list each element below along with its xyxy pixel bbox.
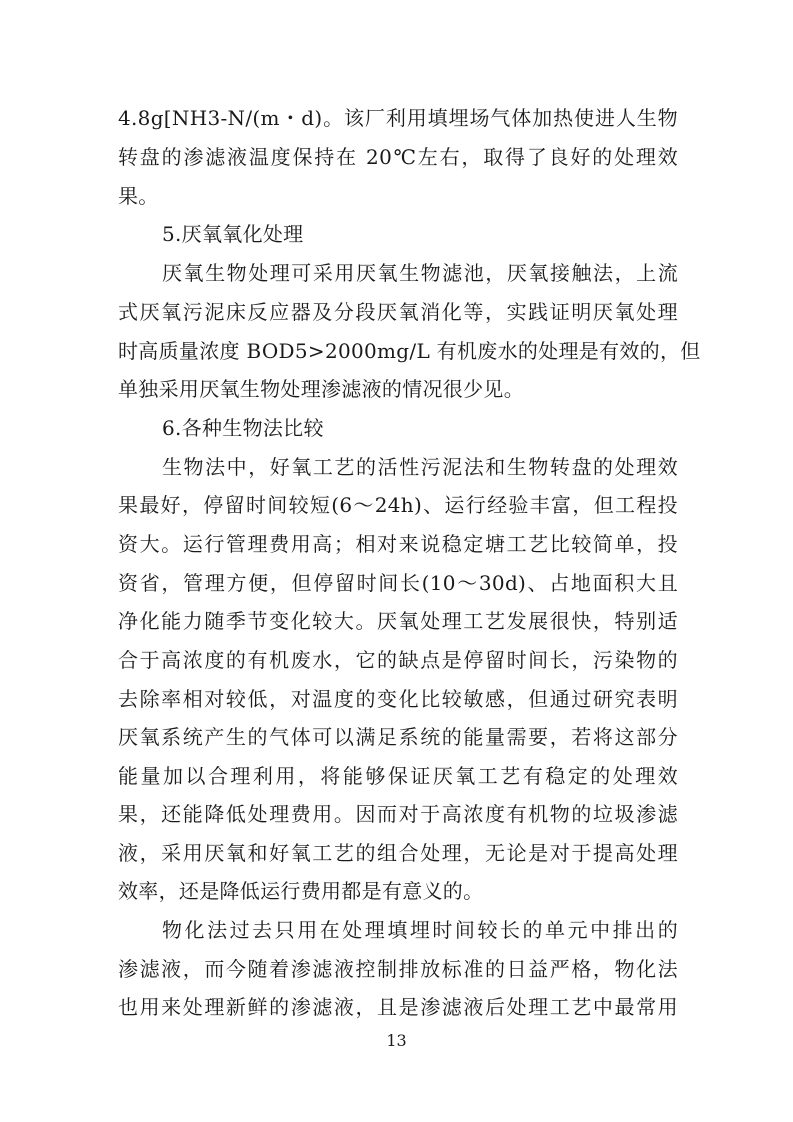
paragraph-line: 式厌氧污泥床反应器及分段厌氧消化等，实践证明厌氧处理 [118,300,678,324]
paragraph-line: 能量加以合理利用，将能够保证厌氧工艺有稳定的处理效 [118,764,678,788]
paragraph-line: 资省，管理方便，但停留时间长(10～30d)、占地面积大且 [118,571,678,595]
paragraph-line: 单独采用厌氧生物处理渗滤液的情况很少见。 [118,377,524,401]
paragraph-line: 合于高浓度的有机废水，它的缺点是停留时间长，污染物的 [118,648,678,672]
page-number: 13 [386,1031,407,1050]
paragraph-line: 果。 [118,184,159,208]
paragraph-line: 厌氧生物处理可采用厌氧生物滤池，厌氧接触法，上流 [162,261,678,285]
paragraph-line: 资大。运行管理费用高；相对来说稳定塘工艺比较简单，投 [118,532,678,556]
paragraph-line: 果最好，停留时间较短(6～24h)、运行经验丰富，但工程投 [118,493,678,517]
section-heading: 6.各种生物法比较 [162,416,324,440]
paragraph-line: 效率，还是降低运行费用都是有意义的。 [118,879,484,903]
paragraph-line: 渗滤液，而今随着渗滤液控制排放标准的日益严格，物化法 [118,957,678,981]
paragraph-line: 物化法过去只用在处理填埋时间较长的单元中排出的 [162,918,678,942]
paragraph-line: 转盘的渗滤液温度保持在 20℃左右，取得了良好的处理效 [118,145,678,169]
paragraph-line: 去除率相对较低，对温度的变化比较敏感，但通过研究表明 [118,687,678,711]
paragraph-line: 也用来处理新鲜的渗滤液，且是渗滤液后处理工艺中最常用 [118,995,678,1019]
paragraph-line: 液，采用厌氧和好氧工艺的组合处理，无论是对于提高处理 [118,841,678,865]
paragraph-line: 果，还能降低处理费用。因而对于高浓度有机物的垃圾渗滤 [118,802,678,826]
paragraph-line: 净化能力随季节变化较大。厌氧处理工艺发展很快，特别适 [118,609,678,633]
section-heading: 5.厌氧氧化处理 [162,222,304,246]
paragraph-line: 生物法中，好氧工艺的活性污泥法和生物转盘的处理效 [162,455,678,479]
paragraph-line: 厌氧系统产生的气体可以满足系统的能量需要，若将这部分 [118,725,678,749]
paragraph-line: 时高质量浓度 BOD5>2000mg/L 有机废水的处理是有效的，但 [118,339,701,363]
paragraph-line: 4.8g[NH3-N/(m・d)。该厂利用填埋场气体加热使进人生物 [118,106,678,130]
